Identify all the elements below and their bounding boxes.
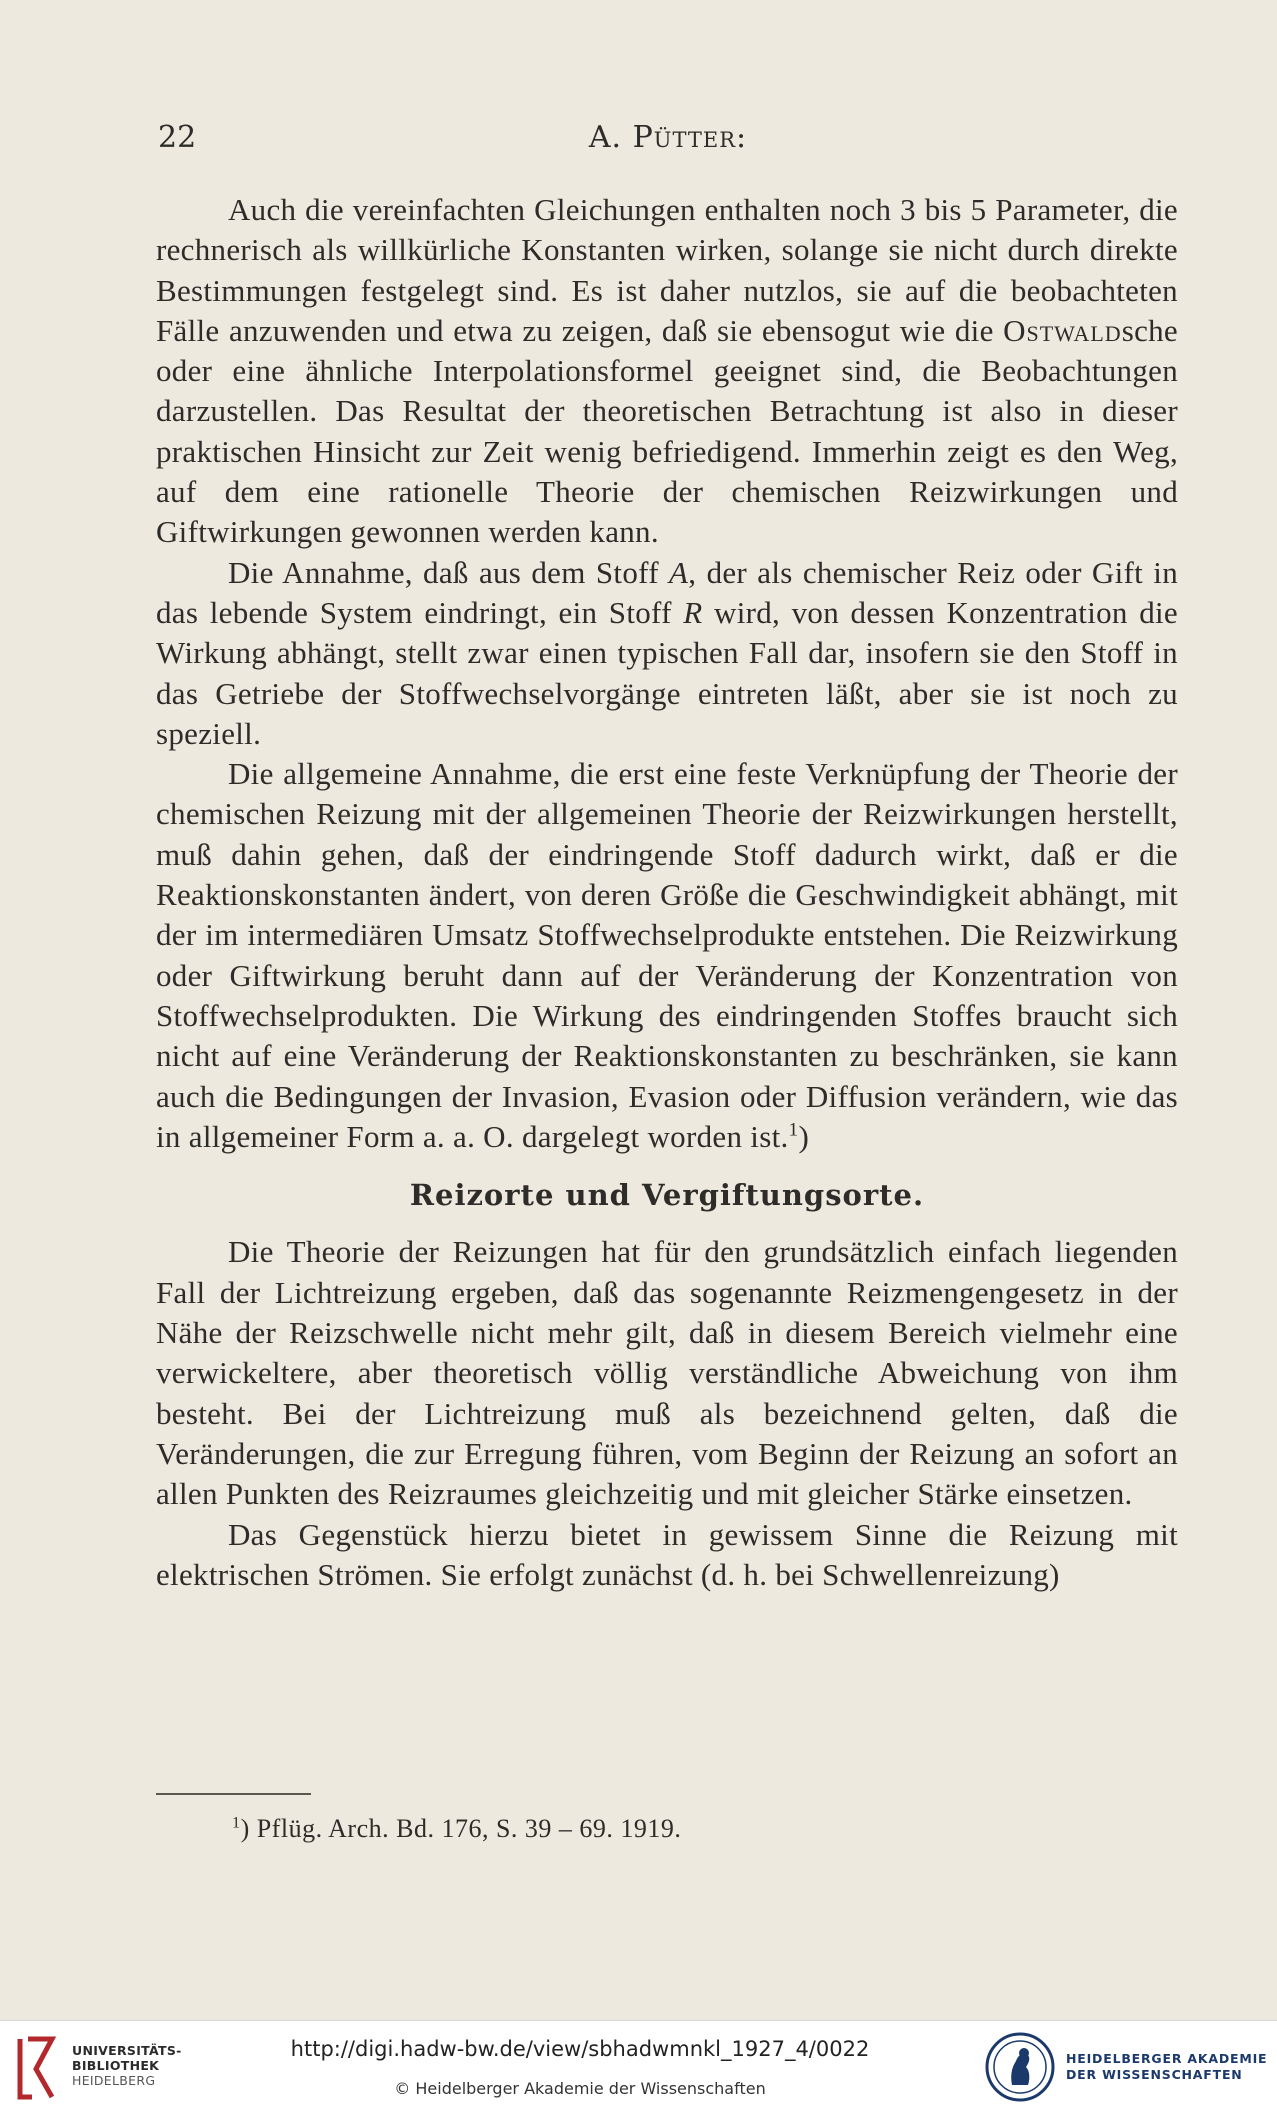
paragraph-3 — [156, 754, 1178, 1157]
academy-seal-icon[interactable] — [984, 2031, 1056, 2103]
variable-r: R — [683, 594, 703, 630]
paragraph-4: Die Theorie der Reizungen hat für den grundsätzlich einfach liegenden Fall der Lichtreizung ergeben, daß das sogenannte Reizmengengesetz in der Nähe der Reizschwelle nicht mehr gilt, daß in diesem Bereich vielmehr eine verwickeltere, aber theoretisch völlig verständliche Abweichung von ihm besteht. Bei der Lichtreizung muß als bezeichnend gelten, daß die Veränderungen, die zur Erregung führen, vom Beginn der Reizung an sofort an allen Punkten des Reizraumes gleichzeitig und mit gleicher Stärke einsetzen. — [156, 1234, 1178, 1512]
copyright-notice: © Heidelberger Akademie der Wissenschaften — [394, 2079, 766, 2098]
academy-line-1: HEIDELBERGER AKADEMIE — [1066, 2051, 1268, 2066]
header-author: A. Pütter: — [588, 120, 748, 155]
paragraph-2-text-b: , der als chemischer Reiz oder Gift in das lebende System eindringt, ein Stoff — [156, 554, 1178, 630]
paragraph-1-text-a: Auch die vereinfachten Gleichungen enthalten noch 3 bis 5 Parameter, die rechnerisch als willkürliche Konstanten wirken, solange sie nicht durch direkte Bestimmungen festgelegt sind. Es ist daher nutzlos, sie auf die beobachteten Fälle anzuwenden und etwa zu zeigen, daß sie ebensogut wie die — [156, 192, 1178, 348]
footnote-rule — [156, 1793, 311, 1795]
page-number: 22 — [158, 120, 197, 155]
paragraph-3-text-a: Die allgemeine Annahme, die erst eine feste Verknüpfung der Theorie der chemischen Reizung mit der allgemeinen Theorie der Reizwirkungen herstellt, muß dahin gehen, daß der eindringende Stoff dadurch wirkt, daß er die Reaktionskonstanten ändert, von deren Größe die Geschwindigkeit abhängt, mit der im intermediären Umsatz Stoffwechselprodukte entstehen. Die Reizwirkung oder Giftwirkung beruht dann auf der Veränderung der Konzentration von Stoffwechselprodukten. Die Wirkung des eindringenden Stoffes braucht sich nicht auf eine Veränderung der Reaktionskonstanten zu beschränken, sie kann auch die Bedingungen der Invasion, Evasion oder Diffusion verändern, wie das in allgemeiner Form a. a. O. dargelegt worden ist. — [156, 756, 1178, 1154]
permalink-url[interactable]: http://digi.hadw-bw.de/view/sbhadwmnkl_1927_4/0022 — [290, 2037, 870, 2061]
footnote — [232, 1814, 681, 1844]
academy-name — [1066, 2051, 1267, 2083]
variable-a: A — [669, 554, 689, 590]
running-head — [158, 120, 1178, 160]
footnote-text: ) Pflüg. Arch. Bd. 176, S. 39 – 69. 1919. — [240, 1814, 682, 1843]
paragraph-2 — [156, 553, 1178, 754]
paragraph-2-text-a: Die Annahme, daß aus dem Stoff — [228, 554, 670, 590]
paragraph-1-text-b: sche oder eine ähnliche Interpolationsformel geeignet sind, die Beobachtungen darzustellen. Das Resultat der theoretischen Betrachtung ist also in dieser praktischen Hinsicht zur Zeit wenig befriedigend. Immerhin zeigt es den Weg, auf dem eine rationelle Theorie der chemischen Reizwirkungen und Giftwirkungen gewonnen werden kann. — [156, 312, 1178, 550]
paragraph-2-text-c: wird, von dessen Konzentration die Wirkung abhängt, stellt zwar einen typischen Fall dar, insofern sie den Stoff in das Getriebe der Stoffwechselvorgänge eintreten läßt, aber sie ist noch zu speziell. — [156, 594, 1178, 751]
ub-line-3: HEIDELBERG — [72, 2073, 156, 2088]
footnote-marker: 1 — [232, 1814, 241, 1832]
ub-line-1: UNIVERSITÄTS- — [72, 2043, 182, 2058]
author-name-ostwald: Ostwald — [1003, 312, 1122, 348]
university-library-logo-icon[interactable] — [12, 2033, 62, 2103]
paragraph-1 — [156, 190, 1178, 553]
academy-line-2: DER WISSENSCHAFTEN — [1066, 2067, 1243, 2082]
university-library-name — [72, 2043, 182, 2088]
body-text — [156, 190, 1178, 1595]
footer-bar — [0, 2020, 1277, 2115]
section-heading: Reizorte und Vergiftungsorte. — [409, 1178, 925, 1213]
paragraph-5: Das Gegenstück hierzu bietet in gewissem Sinne die Reizung mit elektrischen Strömen. Sie erfolgt zunächst (d. h. bei Schwellenreizung) — [156, 1516, 1178, 1592]
paragraph-3-text-b: ) — [798, 1118, 810, 1154]
footnote-reference[interactable]: 1 — [788, 1119, 799, 1141]
ub-line-2: BIBLIOTHEK — [72, 2058, 160, 2073]
